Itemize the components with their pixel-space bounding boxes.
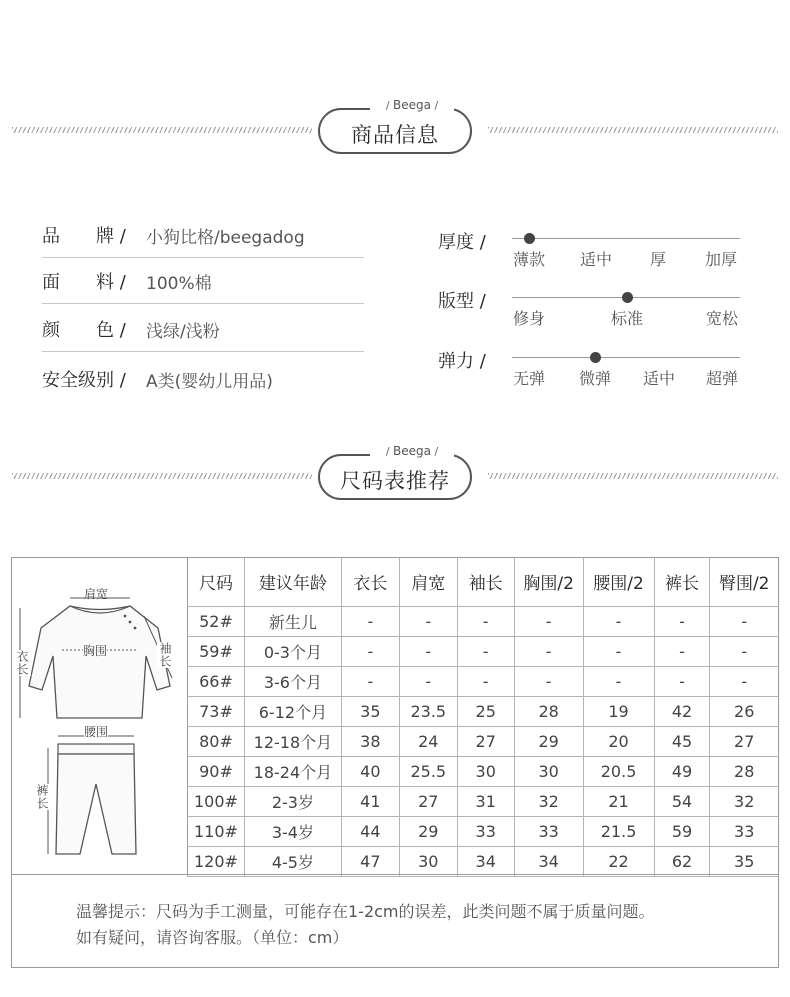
table-cell: 38 <box>341 726 399 756</box>
section-title: 商品信息 <box>351 123 439 147</box>
label-shoulder: 肩宽 <box>84 587 109 601</box>
table-cell: 4-5岁 <box>244 846 341 876</box>
column-header: 建议年龄 <box>244 558 341 606</box>
scale-tick: 薄款 <box>512 250 546 269</box>
column-header: 腰围/2 <box>583 558 654 606</box>
column-header: 肩宽 <box>399 558 457 606</box>
table-cell: 新生儿 <box>244 606 341 636</box>
table-cell: 34 <box>457 846 514 876</box>
table-cell: 42 <box>654 696 710 726</box>
table-cell: 59 <box>654 816 710 846</box>
table-cell: 27 <box>399 786 457 816</box>
table-row <box>188 726 779 756</box>
table-cell: 100# <box>188 786 245 816</box>
table-row <box>188 816 779 846</box>
label-chest: 胸围 <box>83 644 108 658</box>
table-cell: 29 <box>514 726 583 756</box>
table-cell: 66# <box>188 666 245 696</box>
scale-elasticity <box>438 347 748 407</box>
info-label: 颜 色 / <box>42 320 126 341</box>
scale-tick: 适中 <box>579 250 613 269</box>
table-row <box>188 636 779 666</box>
table-cell: - <box>399 636 457 666</box>
table-cell: - <box>457 636 514 666</box>
tips-line-1: 温馨提示：尺码为手工测量，可能存在1-2cm的误差，此类问题不属于质量问题。 <box>76 902 655 921</box>
tips-line-2: 如有疑问，请咨询客服。（单位：cm） <box>76 928 349 947</box>
column-header: 衣长 <box>341 558 399 606</box>
size-table <box>187 558 778 877</box>
table-cell: - <box>514 636 583 666</box>
table-cell: 33 <box>514 816 583 846</box>
table-cell: - <box>399 606 457 636</box>
table-cell: 120# <box>188 846 245 876</box>
table-cell: 41 <box>341 786 399 816</box>
table-cell: - <box>710 606 778 636</box>
table-cell: 27 <box>457 726 514 756</box>
brand-name: Beega <box>393 444 431 458</box>
size-chart <box>11 557 779 968</box>
scale-tick: 适中 <box>642 369 676 388</box>
table-cell: - <box>341 606 399 636</box>
tips-note <box>12 874 778 967</box>
scale-indicator <box>590 352 601 363</box>
hatch-divider-right <box>488 473 778 479</box>
table-cell: 3-4岁 <box>244 816 341 846</box>
table-cell: 25 <box>457 696 514 726</box>
table-row <box>188 696 779 726</box>
table-cell: 24 <box>399 726 457 756</box>
table-cell: - <box>583 636 654 666</box>
table-cell: 12-18个月 <box>244 726 341 756</box>
scale-label: 弹力 / <box>438 351 486 372</box>
scale-tick: 厚 <box>649 250 667 269</box>
column-header: 臀围/2 <box>710 558 778 606</box>
table-cell: 90# <box>188 756 245 786</box>
scale-track <box>512 357 740 358</box>
table-cell: 45 <box>654 726 710 756</box>
divider <box>42 351 364 352</box>
table-cell: 0-3个月 <box>244 636 341 666</box>
table-cell: 30 <box>399 846 457 876</box>
table-cell: 54 <box>654 786 710 816</box>
heading-pill <box>318 454 472 500</box>
table-cell: 22 <box>583 846 654 876</box>
table-cell: - <box>583 606 654 636</box>
label-sleeve: 袖长 <box>158 642 172 668</box>
table-cell: 34 <box>514 846 583 876</box>
table-cell: 62 <box>654 846 710 876</box>
label-pants-length: 裤长 <box>35 784 49 810</box>
table-cell: 20 <box>583 726 654 756</box>
label-length: 衣长 <box>15 650 29 676</box>
table-cell: 110# <box>188 816 245 846</box>
table-cell: 33 <box>710 816 778 846</box>
table-cell: 31 <box>457 786 514 816</box>
table-cell: 33 <box>457 816 514 846</box>
table-cell: 23.5 <box>399 696 457 726</box>
table-cell: 3-6个月 <box>244 666 341 696</box>
table-cell: 32 <box>514 786 583 816</box>
table-cell: - <box>583 666 654 696</box>
table-cell: - <box>341 666 399 696</box>
table-cell: - <box>399 666 457 696</box>
table-cell: 21 <box>583 786 654 816</box>
scale-tick: 宽松 <box>705 309 739 328</box>
garment-diagram <box>12 558 187 874</box>
scale-tick: 加厚 <box>704 250 738 269</box>
table-cell: 28 <box>710 756 778 786</box>
brand-tag: / Beega / <box>370 444 454 458</box>
info-value: 小狗比格/beegadog <box>146 228 305 248</box>
info-label: 面 料 / <box>42 272 126 293</box>
table-cell: - <box>654 636 710 666</box>
table-header-row <box>188 558 779 606</box>
scale-tick: 超弹 <box>705 369 739 388</box>
scale-label: 版型 / <box>438 291 486 312</box>
table-cell: 32 <box>710 786 778 816</box>
table-cell: 18-24个月 <box>244 756 341 786</box>
table-cell: 73# <box>188 696 245 726</box>
scale-tick: 无弹 <box>512 369 546 388</box>
table-cell: 30 <box>457 756 514 786</box>
label-waist: 腰围 <box>84 725 109 739</box>
table-cell: 30 <box>514 756 583 786</box>
section-title: 尺码表推荐 <box>340 469 450 493</box>
scale-indicator <box>524 233 535 244</box>
info-row-color <box>42 304 364 352</box>
table-cell: - <box>514 666 583 696</box>
table-cell: 27 <box>710 726 778 756</box>
column-header: 袖长 <box>457 558 514 606</box>
info-label: 品 牌 / <box>42 226 126 247</box>
table-cell: 52# <box>188 606 245 636</box>
scale-thickness <box>438 228 748 288</box>
table-cell: - <box>341 636 399 666</box>
brand-name: Beega <box>393 98 431 112</box>
table-cell: 6-12个月 <box>244 696 341 726</box>
info-value: 100%棉 <box>146 274 212 294</box>
column-header: 尺码 <box>188 558 245 606</box>
table-cell: 35 <box>710 846 778 876</box>
table-row <box>188 786 779 816</box>
info-row-safety <box>42 354 364 402</box>
table-cell: 20.5 <box>583 756 654 786</box>
table-cell: 25.5 <box>399 756 457 786</box>
section-heading-size-chart <box>0 446 790 506</box>
info-value: A类(婴幼儿用品) <box>146 372 273 392</box>
table-cell: - <box>514 606 583 636</box>
table-cell: 47 <box>341 846 399 876</box>
heading-pill <box>318 108 472 154</box>
table-cell: 40 <box>341 756 399 786</box>
info-label: 安全级别 / <box>42 370 126 391</box>
scale-tick: 标准 <box>610 309 644 328</box>
scale-label: 厚度 / <box>438 232 486 253</box>
scale-tick: 修身 <box>512 309 546 328</box>
section-heading-product-info <box>0 100 790 160</box>
scale-indicator <box>622 292 633 303</box>
table-cell: 26 <box>710 696 778 726</box>
column-header: 裤长 <box>654 558 710 606</box>
table-cell: 44 <box>341 816 399 846</box>
scale-fit <box>438 287 748 347</box>
info-value: 浅绿/浅粉 <box>146 322 220 342</box>
table-cell: 59# <box>188 636 245 666</box>
table-row <box>188 756 779 786</box>
info-row-brand <box>42 210 364 258</box>
hatch-divider-left <box>12 127 312 133</box>
hatch-divider-right <box>488 127 778 133</box>
table-row <box>188 846 779 876</box>
table-cell: 49 <box>654 756 710 786</box>
table-cell: 2-3岁 <box>244 786 341 816</box>
garment-outline-icon <box>12 558 187 874</box>
table-cell: - <box>654 606 710 636</box>
brand-tag: / Beega / <box>370 98 454 112</box>
table-cell: - <box>710 666 778 696</box>
table-cell: - <box>710 636 778 666</box>
table-row <box>188 666 779 696</box>
column-header: 胸围/2 <box>514 558 583 606</box>
info-row-material <box>42 256 364 304</box>
hatch-divider-left <box>12 473 312 479</box>
table-row <box>188 606 779 636</box>
table-cell: 29 <box>399 816 457 846</box>
table-cell: 80# <box>188 726 245 756</box>
table-cell: 19 <box>583 696 654 726</box>
table-cell: 28 <box>514 696 583 726</box>
scale-tick: 微弹 <box>578 369 612 388</box>
scale-track <box>512 238 740 239</box>
table-cell: 21.5 <box>583 816 654 846</box>
table-cell: - <box>654 666 710 696</box>
table-cell: - <box>457 666 514 696</box>
table-cell: - <box>457 606 514 636</box>
table-cell: 35 <box>341 696 399 726</box>
